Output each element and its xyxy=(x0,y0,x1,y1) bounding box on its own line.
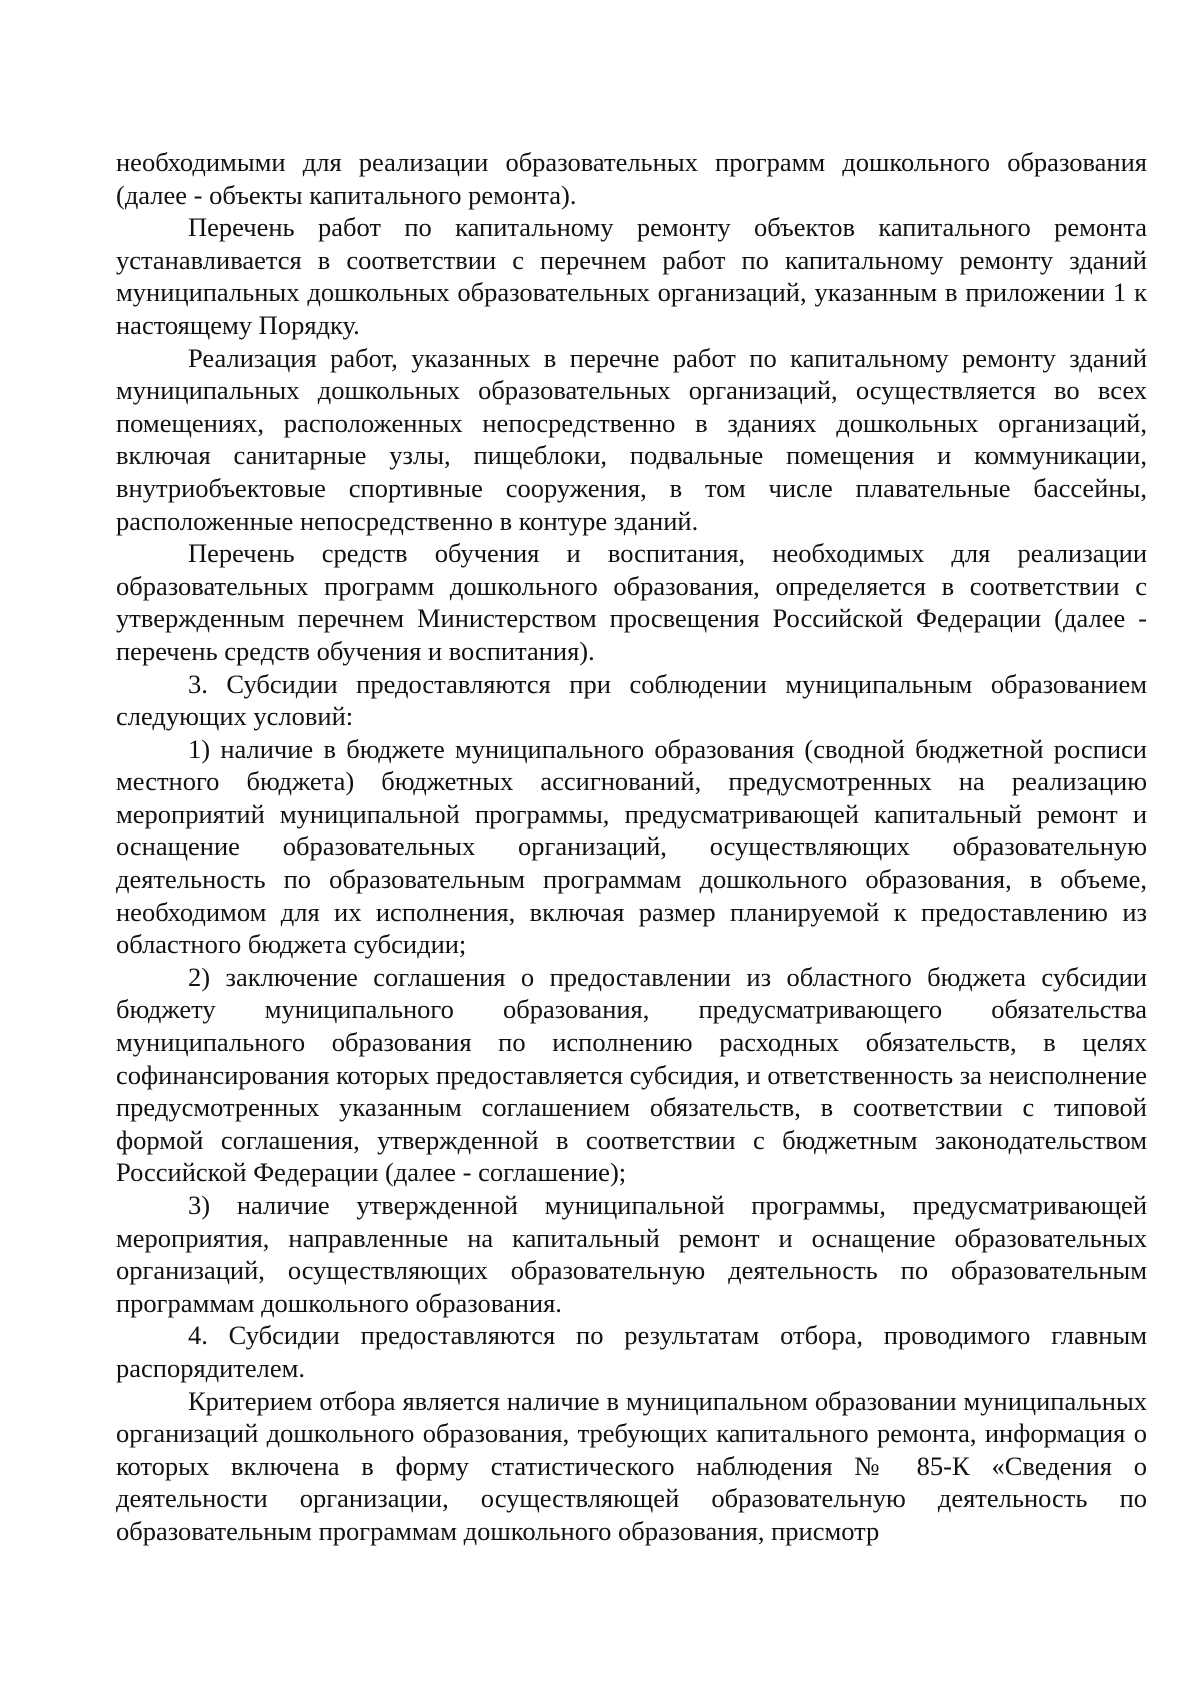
paragraph-condition-2: 2) заключение соглашения о предоставлении из областного бюджета субсидии бюджету муниципального образования, предусматривающего обязательства муниципального образования по исполнению расходных обязательств, в целях софинансирования которых предоставляется субсидия, и ответственность за неисполнение предусмотренных указанным соглашением обязательств, в соответствии с типовой формой соглашения, утвержденной в соответствии с бюджетным законодательством Российской Федерации (далее - соглашение); xyxy=(116,961,1147,1188)
paragraph-selection-criterion: Критерием отбора является наличие в муниципальном образовании муниципальных организаций дошкольного образования, требующих капитального ремонта, информация о которых включена в форму статистического наблюдения № 85-К «Сведения о деятельности организации, осуществляющей образовательную деятельность по образовательным программам дошкольного образования, присмотр xyxy=(116,1385,1147,1546)
document-body xyxy=(116,146,1147,1548)
paragraph-works-list: Перечень работ по капитальному ремонту объектов капитального ремонта устанавливается в соответствии с перечнем работ по капитальному ремонту зданий муниципальных дошкольных образовательных организаций, указанным в приложении 1 к настоящему Порядку. xyxy=(116,212,1147,340)
paragraph-continuation: необходимыми для реализации образовательных программ дошкольного образования (далее - объекты капитального ремонта). xyxy=(116,147,1147,210)
paragraph-clause-4: 4. Субсидии предоставляются по результатам отбора, проводимого главным распорядителем. xyxy=(116,1320,1147,1383)
paragraph-condition-1: 1) наличие в бюджете муниципального образования (сводной бюджетной росписи местного бюджета) бюджетных ассигнований, предусмотренных на реализацию мероприятий муниципальной программы, предусматривающей капитальный ремонт и оснащение образовательных организаций, осуществляющих образовательную деятельность по образовательным программам дошкольного образования, в объеме, необходимом для их исполнения, включая размер планируемой к предоставлению из областного бюджета субсидии; xyxy=(116,733,1147,960)
paragraph-condition-3: 3) наличие утвержденной муниципальной программы, предусматривающей мероприятия, направленные на капитальный ремонт и оснащение образовательных организаций, осуществляющих образовательную деятельность по образовательным программам дошкольного образования. xyxy=(116,1190,1147,1318)
paragraph-clause-3: 3. Субсидии предоставляются при соблюдении муниципальным образованием следующих условий: xyxy=(116,668,1147,732)
paragraph-works-implementation: Реализация работ, указанных в перечне работ по капитальному ремонту зданий муниципальных дошкольных образовательных организаций, осуществляется во всех помещениях, расположенных непосредственно в зданиях дошкольных организаций, включая санитарные узлы, пищеблоки, подвальные помещения и коммуникации, внутриобъектовые спортивные сооружения, в том числе плавательные бассейны, расположенные непосредственно в контуре зданий. xyxy=(116,342,1147,536)
paragraph-teaching-means: Перечень средств обучения и воспитания, необходимых для реализации образовательных программ дошкольного образования, определяется в соответствии с утвержденным перечнем Министерством просвещения Российской Федерации (далее - перечень средств обучения и воспитания). xyxy=(116,538,1147,666)
